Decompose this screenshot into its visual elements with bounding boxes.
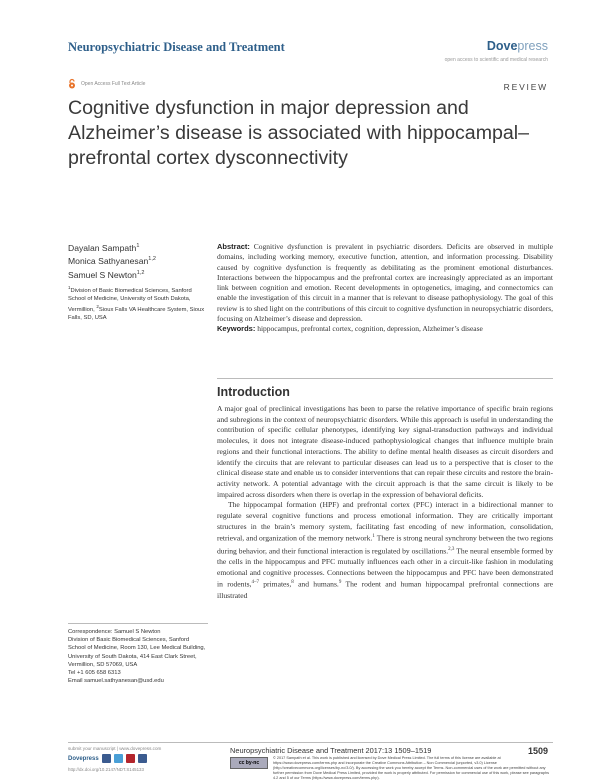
publisher-bold: Dove xyxy=(486,39,518,53)
journal-title: Neuropsychiatric Disease and Treatment xyxy=(68,40,285,54)
author-list xyxy=(68,241,156,281)
article-type: REVIEW xyxy=(503,82,548,92)
citation-ref[interactable]: 2,3 xyxy=(448,546,455,552)
citation-ref[interactable]: 4–7 xyxy=(251,580,259,586)
citation-ref[interactable]: 1 xyxy=(372,534,375,540)
article-title: Cognitive dysfunction in major depression and Alzheimer’s disease is associated with hippocampal–prefrontal cortex dysconnectivity xyxy=(68,97,530,169)
youtube-icon[interactable] xyxy=(126,754,135,763)
open-access-label: Open Access Full Text Article xyxy=(81,81,146,87)
linkedin-icon[interactable] xyxy=(138,754,147,763)
open-access-badge xyxy=(68,79,145,89)
correspondence-label: Correspondence: Samuel S Newton xyxy=(68,629,161,635)
creative-commons-icon[interactable]: cc by-nc xyxy=(230,757,268,769)
publisher-tagline: open access to scientific and medical research xyxy=(444,57,548,63)
author: Monica Sathyanesan$^{1,2}$ xyxy=(68,256,156,267)
paragraph: A major goal of preclinical investigations has been to parse the relative importance of specific brain regions and subregions in the context of neuropsychiatric disorders. While this approach is useful in understanding the contribution of specific cellular phenotypes, identifying key signal-transduction pathways and individual molecules, it does not integrate disease-induced pathophysiological changes that influence multiple brain regions and their functional interactions. The ability to define mental health diseases as circuit disorders and identify the circuits that are relevant to particular diseases can lead us to a perspective that is closer to the clinical disease state and enable us to consider interventions that can repair these circuits and restore the brain-activity network. A potential advantage with the circuit approach is that the same circuit is likely to be impaired across disorders when there is overlap in the expression of behavioral deficits. xyxy=(217,404,553,499)
submit-link[interactable]: submit your manuscript | www.dovepress.com xyxy=(68,746,162,751)
citation-ref[interactable]: 9 xyxy=(338,580,342,586)
page-number: 1509 xyxy=(527,746,548,756)
footer-divider xyxy=(68,742,553,743)
author: Dayalan Sampath$^1$ xyxy=(68,242,140,253)
license-text: © 2017 Sampath et al. This work is published and licensed by Dove Medical Press Limited. The full terms of this license are available at https://www.dovepress.com/terms.php and incorporate the Creative Commons Attribution – Non Commercial (unported, v3.0) License (http://creativecommons.org/licenses/by-nc/3.0/). By accessing the work you hereby accept the Terms. Non-commercial uses of the work are permitted without any further permission from Dove Medical Press Limited, provided the work is properly attributed. For permission for commercial use of this work, please see paragraphs 4.2 and 5 of our Terms (https://www.dovepress.com/terms.php). xyxy=(273,756,550,780)
affiliations: $^1$Division of Basic Biomedical Sciences, Sanford School of Medicine, University of South Dakota, Vermillion, $^2$Sioux Falls VA Healthcare System, Sioux Falls, SD, USA xyxy=(68,285,205,322)
publisher-light: press xyxy=(517,39,548,53)
open-access-lock-icon xyxy=(68,79,76,89)
dovepress-footer-logo[interactable]: Dovepress xyxy=(68,756,99,762)
facebook-icon[interactable] xyxy=(102,754,111,763)
keywords-label: Keywords: xyxy=(217,324,256,334)
publisher-logo[interactable] xyxy=(487,39,548,53)
author: Samuel S Newton$^{1,2}$ xyxy=(68,269,145,280)
social-links xyxy=(102,754,147,763)
section-heading: Introduction xyxy=(217,385,290,399)
intro-body xyxy=(217,404,553,601)
abstract-text: Cognitive dysfunction is prevalent in psychiatric disorders. Deficits are observed in multiple domains, including working memory, executive function, attention, and information processing. Disability caused by cognitive dysfunction is frequently as debilitating as the prominent emotional disturbances. Interactions between the hippocampus and the prefrontal cortex are increasingly appreciated as an important link between cognition and emotion. Recent developments in optogenetics, imaging, and connectomics can enable the investigation of this circuit in a manner that is relevant to disease pathophysiology. The goal of this review is to shed light on the contributions of this circuit to cognitive dysfunction in neuropsychiatric disorders, focusing on Alzheimer’s disease and depression. xyxy=(217,242,554,324)
citation-line: Neuropsychiatric Disease and Treatment 2017:13 1509–1519 xyxy=(230,746,432,755)
abstract xyxy=(217,242,553,335)
divider xyxy=(68,623,208,624)
keywords: hippocampus, prefrontal cortex, cognition, depression, Alzheimer’s disease xyxy=(257,324,483,334)
divider xyxy=(217,378,553,379)
correspondence-email[interactable]: Email samuel.sathyanesan@usd.edu xyxy=(68,678,164,685)
abstract-label: Abstract: xyxy=(217,242,250,251)
correspondence-tel: Tel +1 605 658 6313 xyxy=(68,670,121,677)
paragraph: The hippocampal formation (HPF) and prefrontal cortex (PFC) interact in a bidirectional manner to regulate several cognitive functions and process emotional information. They are critically important structures in the brain’s memory system, facilitating fast encoding of new information, consolidation, retrieval, and organization of the memory network.$^1$ There is strong neural synchrony between the two regions during behavior, and their functional interaction is regulated by oscillations.$^{2,3}$ The neural ensemble formed by the cells in the hippocampus and PFC mutually influences each other in a circuit-like fashion in modulating emotional and cognitive processes. Connections between the hippocampus and PFC have been demonstrated in rodents,$^{4-7}$ primates,$^8$ and humans.$^9$ The rodent and human hippocampal prefrontal connections are illustrated xyxy=(217,500,553,600)
correspondence xyxy=(68,628,208,685)
citation-ref[interactable]: 8 xyxy=(291,580,294,586)
correspondence-address: Division of Basic Biomedical Sciences, Sanford School of Medicine, Room 130, Lee Medical Building, University of South Dakota, 414 East Clark Street, Vermillion, SD 57069, USA xyxy=(68,637,206,668)
doi-link[interactable]: http://dx.doi.org/10.2147/NDT.S145133 xyxy=(68,767,144,772)
twitter-icon[interactable] xyxy=(114,754,123,763)
